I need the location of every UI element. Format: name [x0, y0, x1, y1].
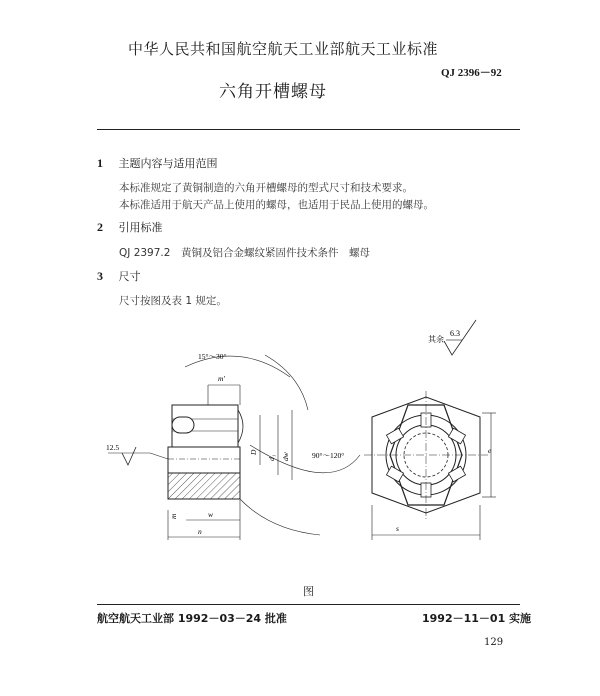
- roughness-label: 其余: [428, 335, 444, 344]
- nut-technical-drawing: [90, 315, 530, 575]
- section-1-title: 主题内容与适用范围: [118, 157, 218, 170]
- dim-D: D: [249, 449, 258, 455]
- dim-e: e: [488, 446, 492, 455]
- section-1-line-2: 本标准适用于航天产品上使用的螺母，也适用于民品上使用的螺母。: [119, 199, 434, 211]
- hex-angle-label: 90°～120°: [312, 451, 345, 460]
- left-roughness-value: 12.5: [106, 443, 120, 452]
- dim-m-prime: m′: [218, 374, 226, 383]
- dim-d1: d₁: [267, 454, 276, 461]
- left-roughness-icon: [122, 447, 136, 465]
- dim-n: n: [198, 527, 202, 536]
- document-title: 六角开槽螺母: [219, 82, 327, 102]
- header-rule: [97, 129, 520, 130]
- footer-rule: [97, 604, 520, 605]
- effective-date: 1992－11－01 实施: [422, 612, 532, 625]
- section-3-line-1: 尺寸按图及表 1 规定。: [119, 295, 227, 307]
- dim-m: m: [169, 513, 178, 519]
- dim-s: s: [396, 524, 399, 533]
- ministry-title: 中华人民共和国航空航天工业部航天工业标准: [128, 40, 439, 58]
- section-3-number: 3: [97, 269, 103, 283]
- section-1-line-1: 本标准规定了黄铜制造的六角开槽螺母的型式尺寸和技术要求。: [119, 182, 413, 194]
- section-3-title: 尺寸: [118, 270, 141, 283]
- section-1-number: 1: [97, 156, 103, 170]
- front-hex-view: [364, 391, 488, 521]
- roughness-value: 6.3: [450, 329, 460, 338]
- page-number: 129: [484, 637, 504, 648]
- standard-number: QJ 2396－92: [441, 67, 502, 79]
- section-2-heading: [97, 219, 163, 235]
- section-1-heading: [97, 155, 218, 171]
- dim-dw: dw: [281, 452, 290, 461]
- section-2-line-1: QJ 2397.2 黄铜及铝合金螺纹紧固件技术条件 螺母: [119, 247, 370, 259]
- dim-w: w: [208, 510, 214, 519]
- approval-date: 航空航天工业部 1992－03－24 批准: [97, 612, 287, 625]
- figure-caption: 图: [303, 585, 314, 598]
- chamfer-angle-label: 15°～30°: [198, 352, 227, 361]
- section-2-title: 引用标准: [118, 221, 163, 234]
- side-section-view: [168, 405, 243, 499]
- roughness-symbol-icon: [444, 320, 476, 355]
- section-3-heading: [97, 268, 141, 284]
- section-2-number: 2: [97, 220, 103, 234]
